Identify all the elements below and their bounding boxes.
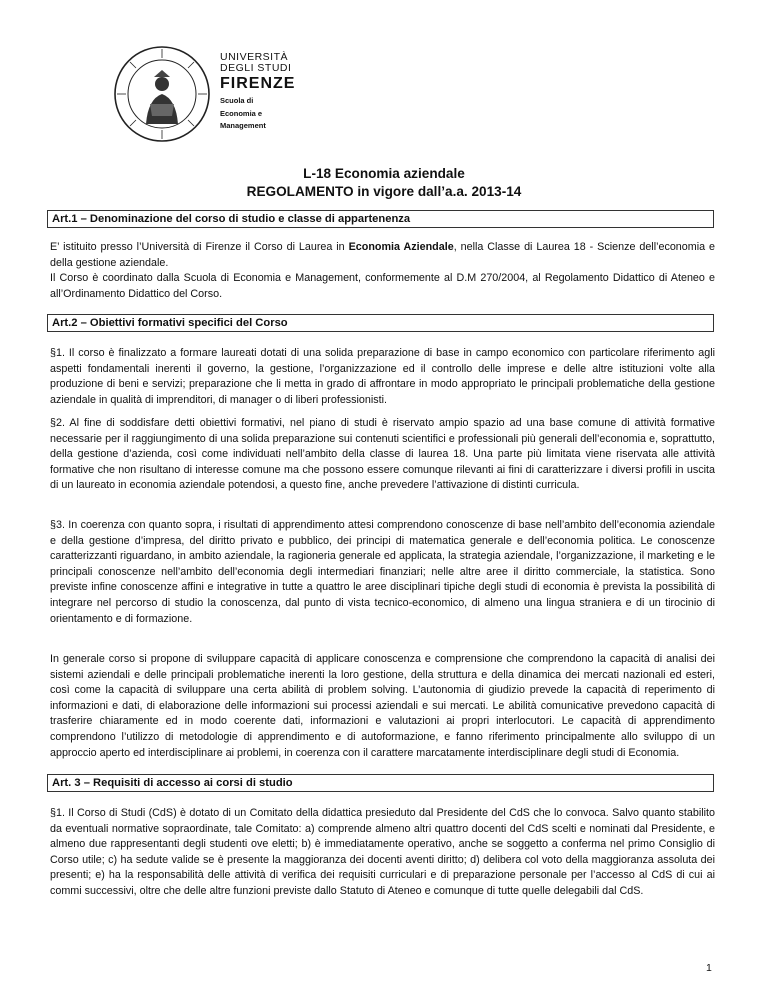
article-1-header: Art.1 – Denominazione del corso di studio e classe di appartenenza [47,210,714,228]
page-number: 1 [706,962,712,974]
article-2-paragraph-2: §2. Al fine di soddisfare detti obiettivi formativi, nel piano di studi è riservato ampio spazio ad una base comune di attività formative necessarie per il raggiungimento di una solida preparazione sui contenuti scientifici e professionali più generali dell’economia e, soprattutto, della gestione d’azienda, così come individuati nell’ambito della classe di laurea 18. Una parte più limitata viene riservata alle attività formative che non risultano di interesse comune ma che possono essere comunque rilevanti ai fini di caratterizzare i diversi profili in uscita di un laureato in economia aziendale potendosi, a questo fine, anche prevedere l’attivazione di distinti curricula. [50,417,715,492]
article-1-p1-post: , nella Classe di Laurea 18 - Scienze dell’economia e della gestione aziendale. [50,241,715,269]
logo-school-line-1: Scuola di [220,96,254,105]
article-3-paragraph-1: §1. Il Corso di Studi (CdS) è dotato di un Comitato della didattica presieduto dal Presidente del CdS che lo convoca. Salvo quanto stabilito da eventuali normative sopraordinate, tale Comitato: a) comprende almeno altri quattro docenti del CdS scelti e nominati dal Presidente, e almeno due rappresentanti degli studenti ove eletti; b) è immediatamente operativo, anche se soggetto a conferma nel primo Consiglio di Corso utile; c) ha sedute valide se è presente la maggioranza dei docenti aventi diritto; d) delibera col voto della maggioranza assoluta dei presenti; e) ha la responsabilità delle attività di verifica dei requisiti curriculari e di preparazione personale per l’accesso al CdS di cui ai commi successivi, oltre che delle altre funzioni previste dallo Statuto di Ateneo e comunque di tutte quelle delegabili dal CdS. [50,807,715,897]
logo-school-line-3: Management [220,121,266,130]
article-2-paragraph-4: In generale corso si propone di sviluppare capacità di applicare conoscenza e comprensione che comprendono la capacità di analisi dei sistemi aziendali e delle principali problematiche inerenti la loro gestione, della struttura e della dinamica dei mercati nazionali ed esteri, così come la capacità di sviluppare una certa abilità di problem solving. L’autonomia di giudizio prevede la capacità di reperimento di informazioni e dati, di elaborazione delle informazioni sui processi aziendali e sui mercati. Le abilità comunicative prevedono capacità di trasferire chiaramente ed in modo coerente dati, informazioni e valutazioni ai propri interlocutori. Le capacità di apprendimento comprendono l’utilizzo di metodologie di apprendimento e di autoformazione, e fanno riferimento principalmente allo sviluppo di un approccio aperto ed interdisciplinare ai problemi, in coerenza con il carattere marcatamente interdisciplinare degli studi di Economia. [50,653,715,759]
article-1-paragraph-2: Il Corso è coordinato dalla Scuola di Economia e Management, conformemente al D.M 270/2004, al Regolamento Didattico di Ateneo e all’Ordinamento Didattico del Corso. [50,272,715,300]
document-subtitle: REGOLAMENTO in vigore dall’a.a. 2013-14 [246,184,522,199]
university-logo [112,44,412,156]
document-title: L-18 Economia aziendale [303,166,465,181]
logo-line-firenze: FIRENZE [220,75,296,92]
article-2-paragraph-1: §1. Il corso è finalizzato a formare laureati dotati di una solida preparazione di base in campo economico con particolare riferimento agli aspetti fondamentali inerenti il governo, la gestione, l’organizzazione ed il controllo delle imprese e delle altre istituzioni volte alla produzione di beni e servizi; preparazione che li metta in grado di affrontare in modo appropriato le principali problematiche della gestione aziendale in qualità di imprenditori, di manager o di liberi professionisti. [50,347,715,406]
university-seal-icon [112,44,212,144]
logo-school-line-2: Economia e [220,108,263,118]
article-1-paragraph-1 [50,240,715,271]
logo-text [220,52,420,131]
article-1-p1-bold: Economia Aziendale [348,241,454,253]
article-2-paragraph-3: §3. In coerenza con quanto sopra, i risultati di apprendimento attesi comprendono conoscenze di base nell’ambito dell’economia aziendale e della gestione d’impresa, del diritto privato e pubblico, dei principi di matematica generale e dell’economia politica. Le conoscenze caratterizzanti riguardano, in ambito aziendale, la ragioneria generale ed applicata, la strategia aziendale, l’organizzazione, il marketing e le principali conoscenze nell’ambito dell’economia degli intermediari finanziari; nelle altre aree il diritto commerciale, la statistica. Sono previste infine conoscenze affini e integrative in tutte a quattro le aree disciplinari tipiche degli studi di economia è prevista la possibilità di integrare nel percorso di studio la conoscenza, dal punto di vista tecnico-economico, di almeno una lingua straniera e di un tirocinio di orientamento e di formazione. [50,519,715,625]
logo-line-universita: UNIVERSITÀ [220,51,289,63]
article-1-p1-pre: E’ istituito presso l’Università di Firenze il Corso di Laurea in [50,241,349,253]
article-2-header: Art.2 – Obiettivi formativi specifici del Corso [47,314,714,332]
logo-line-degli-studi: DEGLI STUDI [220,62,292,74]
article-3-header: Art. 3 – Requisiti di accesso ai corsi di studio [47,774,714,792]
